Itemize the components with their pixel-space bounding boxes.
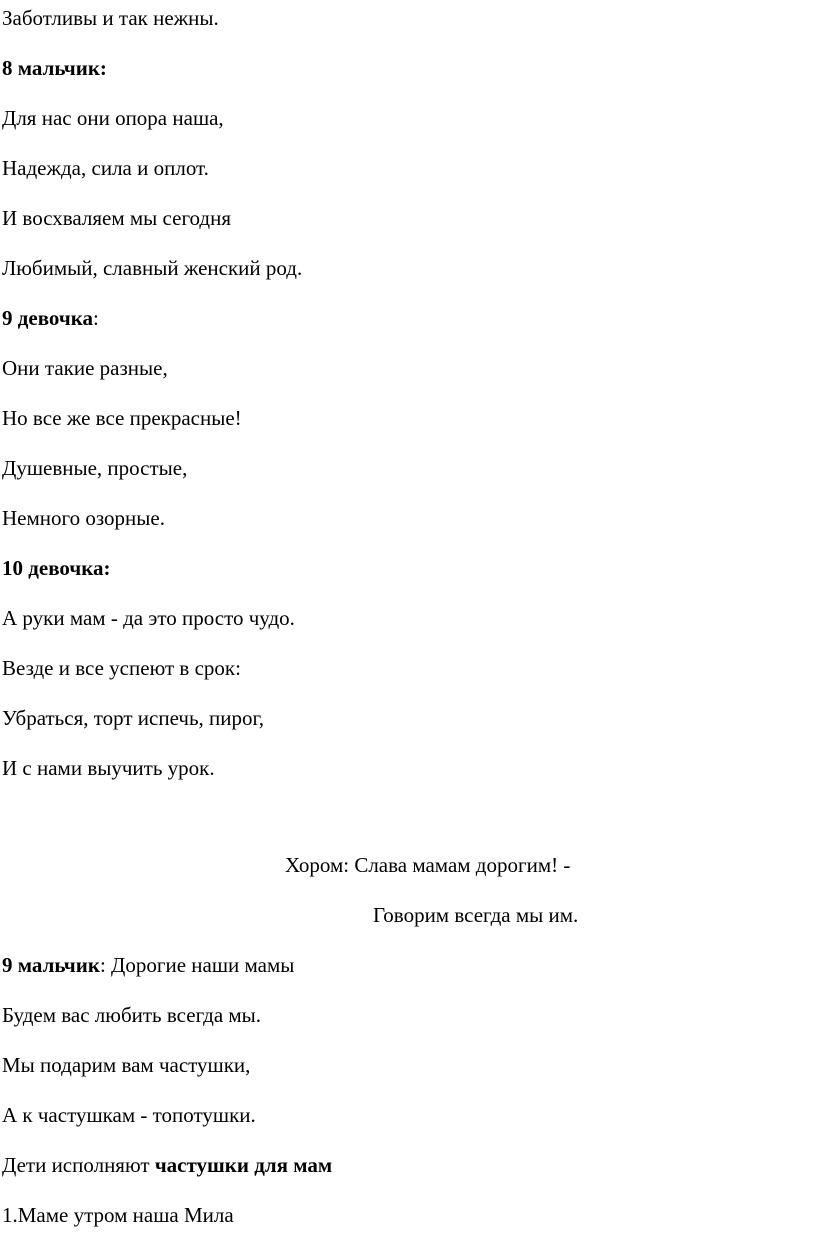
- bold-phrase: частушки для мам: [154, 1153, 333, 1177]
- text-line: [2, 6, 219, 30]
- text-line: [2, 456, 187, 480]
- speaker-label: 9 мальчик: [2, 953, 100, 977]
- speaker-colon: :: [92, 306, 99, 330]
- line-text: А руки мам - да это просто чудо.: [2, 606, 295, 630]
- stage-direction: [2, 1153, 332, 1177]
- text-line: [2, 156, 209, 180]
- text-line: [2, 756, 215, 780]
- text-line: [2, 656, 241, 680]
- speaker-label: 10 девочка:: [2, 556, 111, 580]
- text-line: [2, 1053, 250, 1077]
- speaker-label: 8 мальчик:: [2, 56, 107, 80]
- text-line: [2, 1103, 256, 1127]
- line-text: : Дорогие наши мамы: [99, 953, 295, 977]
- speaker-heading: [2, 556, 110, 580]
- speaker-label: 9 девочка: [2, 306, 93, 330]
- line-text: Немного озорные.: [2, 506, 165, 530]
- line-text: И с нами выучить урок.: [2, 756, 215, 780]
- line-text: И восхваляем мы сегодня: [2, 206, 232, 230]
- text-line: [2, 206, 231, 230]
- line-text: Дети исполняют: [2, 1153, 155, 1177]
- line-text: Но все же все прекрасные!: [2, 406, 242, 430]
- speaker-heading: [2, 56, 107, 80]
- line-text: Любимый, славный женский род.: [2, 256, 303, 280]
- text-line: [2, 1203, 234, 1227]
- text-line: [2, 356, 168, 380]
- line-text: Для нас они опора наша,: [2, 106, 224, 130]
- line-text: А к частушкам - топотушки.: [2, 1103, 256, 1127]
- line-text: Заботливы и так нежны.: [2, 6, 219, 30]
- text-line: [2, 606, 295, 630]
- line-text: Говорим всегда мы им.: [373, 903, 579, 927]
- text-line: [2, 1003, 261, 1027]
- line-text: Душевные, простые,: [2, 456, 188, 480]
- text-line: [2, 256, 302, 280]
- text-line: [2, 406, 242, 430]
- line-text: 1.Маме утром наша Мила: [2, 1203, 234, 1227]
- chorus-line: [285, 853, 570, 877]
- line-text: Хором: Слава мамам дорогим! -: [285, 853, 571, 877]
- speaker-heading: [2, 953, 294, 977]
- line-text: Убраться, торт испечь, пирог,: [2, 706, 264, 730]
- text-line: [2, 106, 224, 130]
- line-text: Они такие разные,: [2, 356, 168, 380]
- speaker-heading: [2, 306, 99, 330]
- line-text: Мы подарим вам частушки,: [2, 1053, 251, 1077]
- text-line: [2, 706, 264, 730]
- chorus-line: [373, 903, 578, 927]
- line-text: Везде и все успеют в срок:: [2, 656, 241, 680]
- line-text: Надежда, сила и оплот.: [2, 156, 209, 180]
- text-line: [2, 506, 165, 530]
- line-text: Будем вас любить всегда мы.: [2, 1003, 262, 1027]
